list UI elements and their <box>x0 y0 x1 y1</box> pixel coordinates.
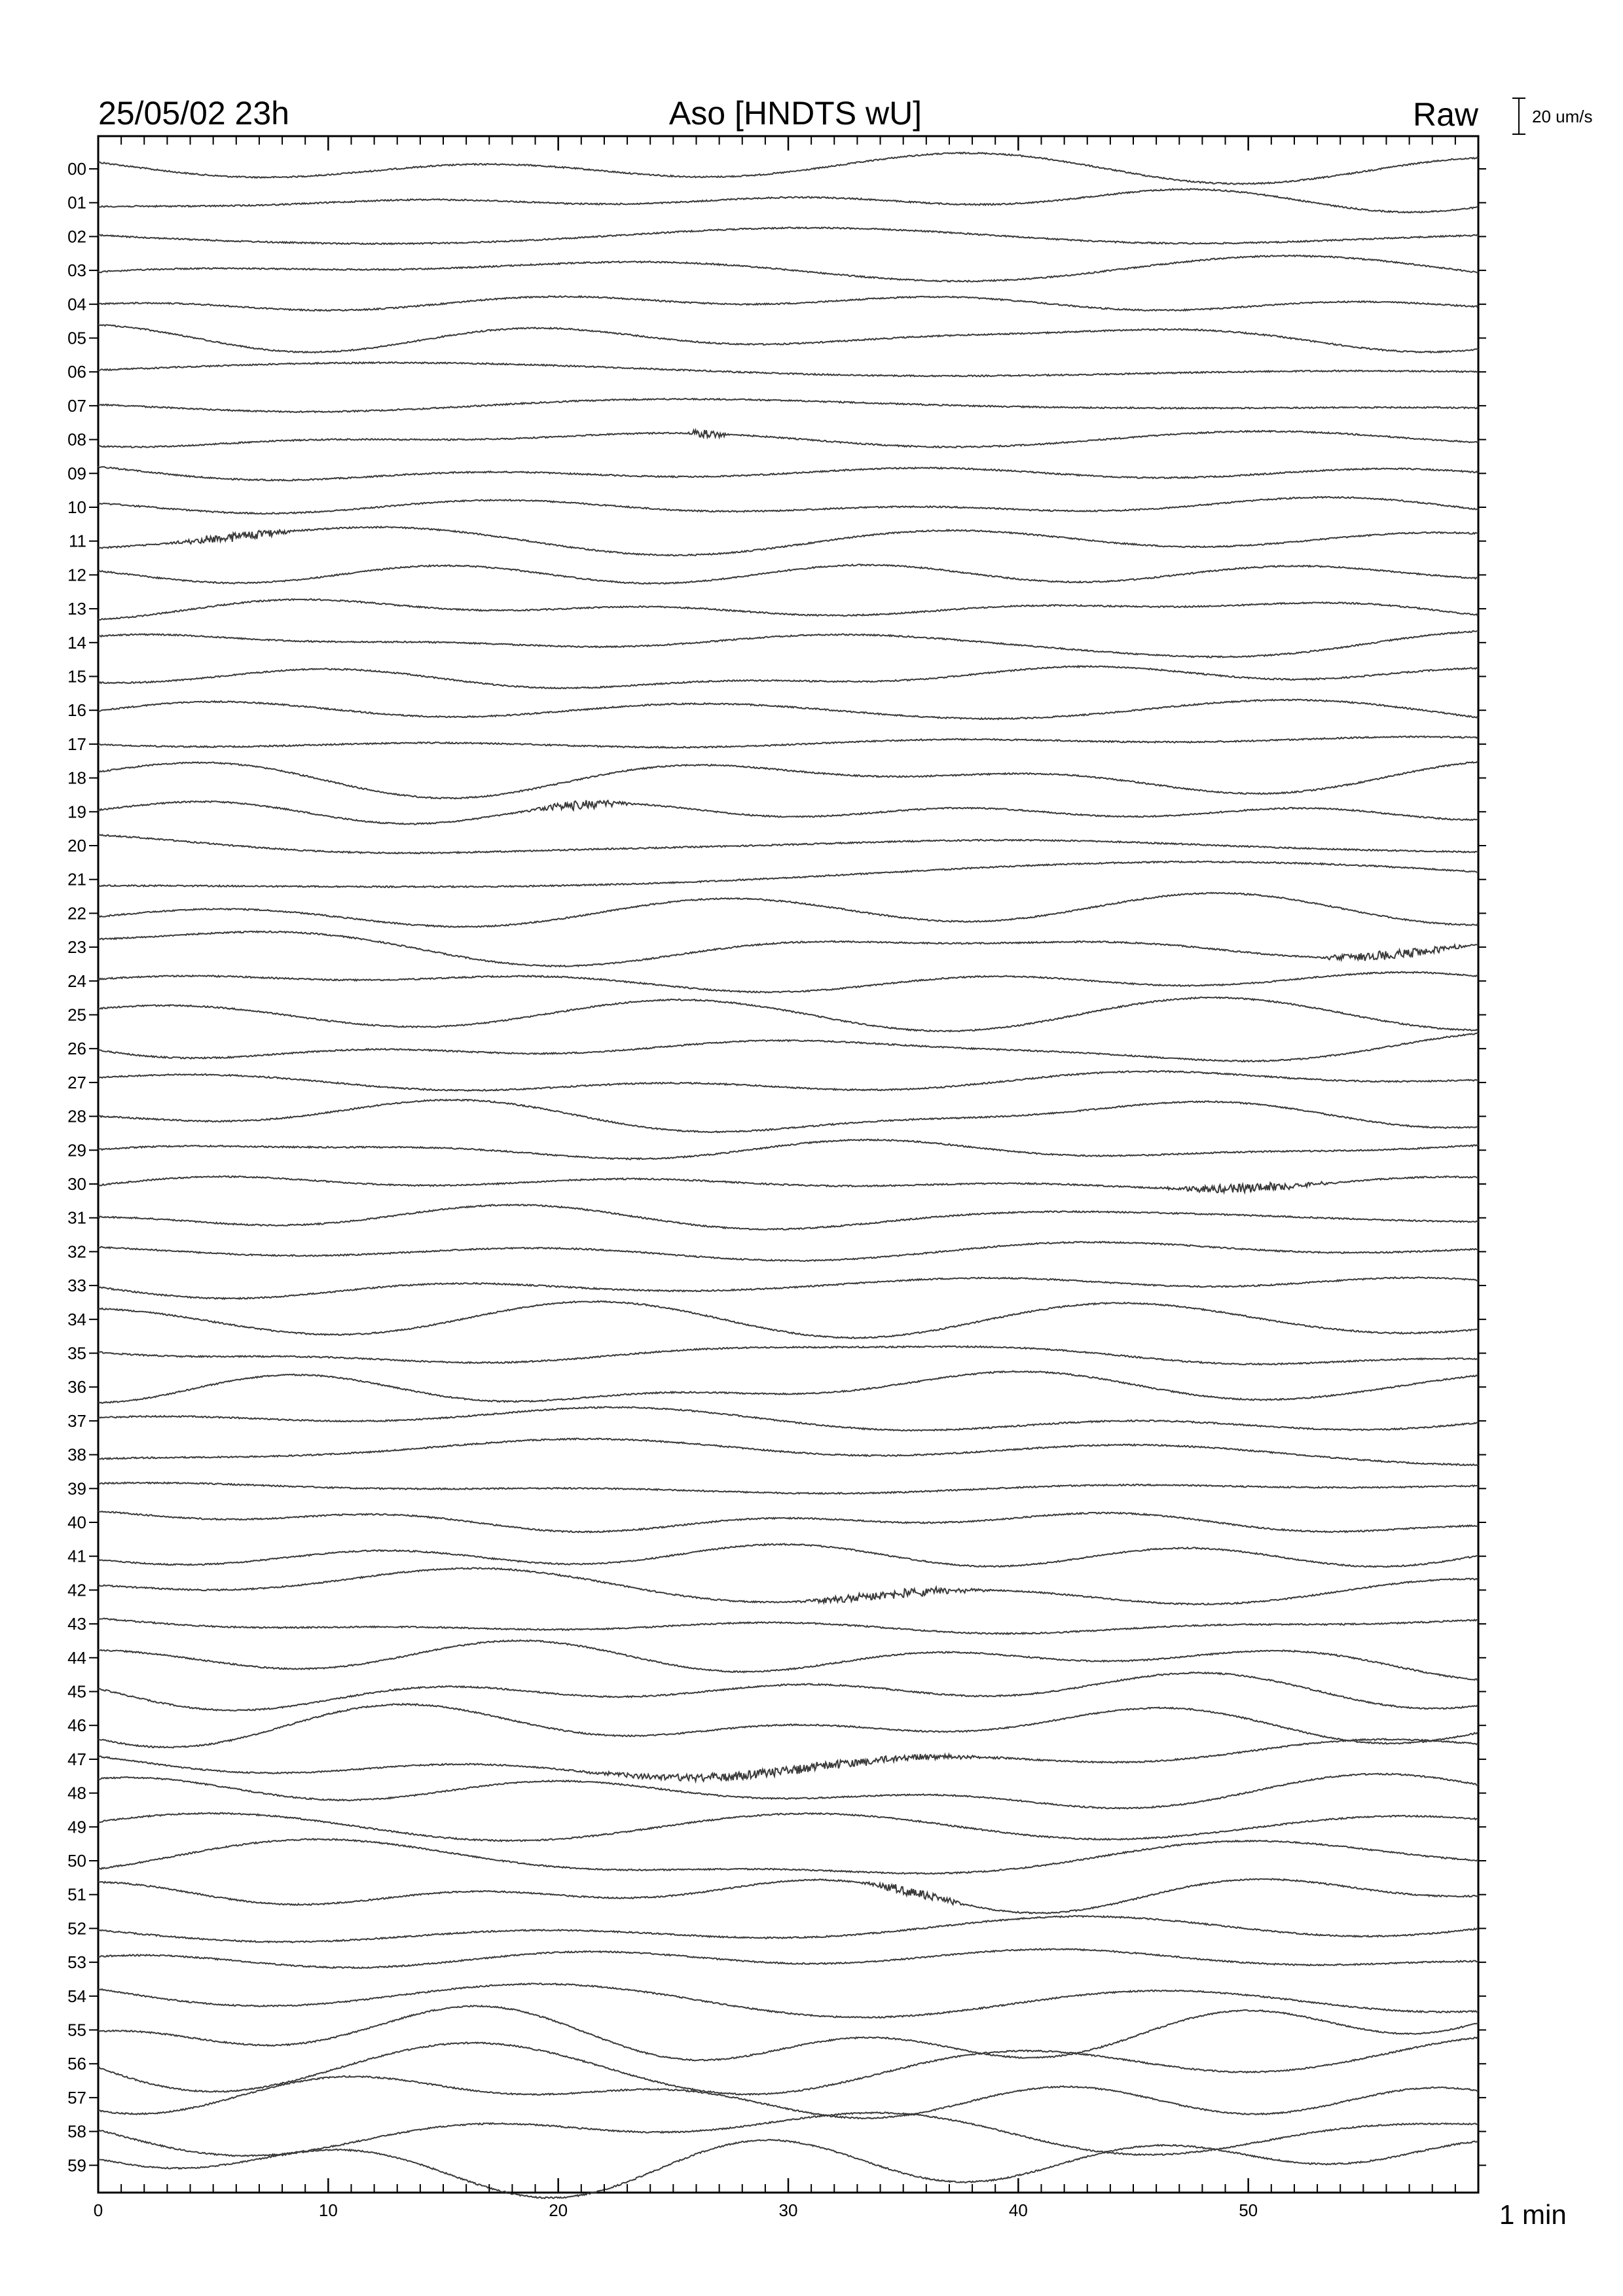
trace-26 <box>98 1033 1478 1062</box>
trace-35 <box>98 1346 1478 1365</box>
trace-03 <box>98 255 1478 282</box>
row-label-59: 59 <box>67 2155 86 2176</box>
row-label-14: 14 <box>67 632 86 653</box>
row-label-30: 30 <box>67 1174 86 1194</box>
tick-label-20: 20 <box>549 2200 568 2220</box>
row-label-49: 49 <box>67 1817 86 1837</box>
row-label-03: 03 <box>67 260 86 281</box>
trace-19 <box>98 800 1478 825</box>
row-label-15: 15 <box>67 666 86 687</box>
row-label-10: 10 <box>67 497 86 517</box>
row-label-56: 56 <box>67 2054 86 2074</box>
trace-23 <box>98 931 1478 967</box>
trace-04 <box>98 296 1478 311</box>
trace-10 <box>98 497 1478 514</box>
trace-12 <box>98 564 1478 584</box>
trace-28 <box>98 1100 1478 1133</box>
trace-47 <box>98 1739 1478 1782</box>
trace-06 <box>98 362 1478 376</box>
trace-46 <box>98 1704 1478 1748</box>
time-axis-ticks <box>89 136 1486 2193</box>
trace-09 <box>98 466 1478 480</box>
trace-18 <box>98 761 1478 798</box>
tick-label-10: 10 <box>318 2200 338 2220</box>
row-label-48: 48 <box>67 1783 86 1803</box>
trace-57 <box>98 2076 1478 2119</box>
row-label-39: 39 <box>67 1479 86 1499</box>
tick-label-0: 0 <box>93 2200 103 2220</box>
row-label-17: 17 <box>67 734 86 754</box>
row-label-05: 05 <box>67 328 86 348</box>
row-label-11: 11 <box>69 531 86 551</box>
row-label-00: 00 <box>67 159 86 179</box>
trace-02 <box>98 227 1478 244</box>
trace-52 <box>98 1916 1478 1943</box>
row-label-18: 18 <box>67 768 86 788</box>
trace-21 <box>98 861 1478 888</box>
trace-08 <box>98 430 1478 448</box>
row-label-09: 09 <box>67 463 86 484</box>
trace-58 <box>98 2112 1478 2156</box>
row-label-38: 38 <box>67 1444 86 1465</box>
trace-32 <box>98 1242 1478 1261</box>
trace-29 <box>98 1139 1478 1160</box>
row-label-54: 54 <box>67 1986 86 2006</box>
trace-group <box>98 152 1478 2198</box>
tick-label-30: 30 <box>778 2200 798 2220</box>
trace-36 <box>98 1371 1478 1403</box>
row-label-04: 04 <box>67 294 86 314</box>
row-label-36: 36 <box>67 1377 86 1397</box>
trace-48 <box>98 1774 1478 1809</box>
trace-15 <box>98 666 1478 689</box>
row-label-53: 53 <box>67 1952 86 1973</box>
row-label-02: 02 <box>67 226 86 247</box>
row-label-27: 27 <box>67 1072 86 1092</box>
plot-frame <box>98 136 1478 2193</box>
trace-51 <box>98 1878 1478 1913</box>
trace-31 <box>98 1204 1478 1230</box>
tick-label-40: 40 <box>1008 2200 1028 2220</box>
row-label-43: 43 <box>67 1614 86 1634</box>
row-label-23: 23 <box>67 937 86 958</box>
trace-50 <box>98 1839 1478 1874</box>
row-label-16: 16 <box>67 700 86 721</box>
row-label-40: 40 <box>67 1513 86 1532</box>
trace-27 <box>98 1071 1478 1091</box>
row-label-25: 25 <box>67 1005 86 1025</box>
row-label-21: 21 <box>67 869 86 889</box>
row-label-57: 57 <box>67 2087 86 2108</box>
row-label-33: 33 <box>67 1276 86 1296</box>
trace-34 <box>98 1301 1478 1338</box>
date-label: 25/05/02 23h <box>98 95 289 132</box>
row-label-37: 37 <box>67 1410 86 1431</box>
row-label-44: 44 <box>67 1647 86 1668</box>
trace-44 <box>98 1640 1478 1680</box>
row-label-01: 01 <box>67 192 86 213</box>
trace-42 <box>98 1568 1478 1604</box>
row-label-19: 19 <box>67 802 86 822</box>
row-label-26: 26 <box>67 1039 86 1059</box>
station-title: Aso [HNDTS wU] <box>668 95 922 132</box>
row-label-51: 51 <box>67 1884 86 1905</box>
trace-22 <box>98 893 1478 927</box>
row-label-52: 52 <box>67 1918 86 1939</box>
row-label-28: 28 <box>67 1106 86 1126</box>
row-label-45: 45 <box>67 1681 86 1702</box>
row-label-22: 22 <box>67 903 86 924</box>
trace-25 <box>98 997 1478 1032</box>
trace-24 <box>98 972 1478 993</box>
trace-39 <box>98 1482 1478 1494</box>
row-label-50: 50 <box>67 1851 86 1871</box>
row-label-06: 06 <box>67 362 86 382</box>
trace-45 <box>98 1672 1478 1711</box>
time-axis-unit: 1 min <box>1499 2199 1567 2230</box>
row-label-29: 29 <box>67 1140 86 1160</box>
trace-53 <box>98 1948 1478 1968</box>
amplitude-scale-bar <box>1512 98 1593 134</box>
row-label-31: 31 <box>67 1208 86 1228</box>
tick-label-50: 50 <box>1239 2200 1258 2220</box>
row-label-08: 08 <box>67 429 86 450</box>
row-label-20: 20 <box>67 836 86 855</box>
trace-38 <box>98 1439 1478 1466</box>
trace-56 <box>98 2037 1478 2095</box>
row-label-42: 42 <box>67 1580 86 1600</box>
trace-00 <box>98 152 1478 185</box>
trace-41 <box>98 1544 1478 1568</box>
trace-20 <box>98 834 1478 853</box>
mode-label: Raw <box>1412 96 1478 133</box>
trace-14 <box>98 631 1478 658</box>
row-label-41: 41 <box>67 1546 86 1566</box>
scale-label: 20 um/s <box>1532 107 1593 126</box>
trace-30 <box>98 1176 1478 1193</box>
row-label-07: 07 <box>67 395 86 416</box>
row-label-13: 13 <box>67 599 86 619</box>
time-axis-labels <box>94 2200 1258 2220</box>
row-label-12: 12 <box>67 565 86 585</box>
row-label-46: 46 <box>67 1715 86 1736</box>
trace-37 <box>98 1407 1478 1431</box>
trace-11 <box>98 527 1478 556</box>
trace-16 <box>98 700 1478 720</box>
row-label-35: 35 <box>67 1343 86 1363</box>
row-label-55: 55 <box>67 2020 86 2040</box>
trace-01 <box>98 188 1478 213</box>
trace-13 <box>98 599 1478 620</box>
trace-33 <box>98 1277 1478 1299</box>
trace-43 <box>98 1619 1478 1634</box>
trace-17 <box>98 736 1478 748</box>
row-label-32: 32 <box>67 1242 86 1262</box>
trace-07 <box>98 399 1478 412</box>
trace-40 <box>98 1511 1478 1532</box>
row-label-58: 58 <box>67 2121 86 2142</box>
row-label-34: 34 <box>67 1309 86 1329</box>
trace-49 <box>98 1813 1478 1842</box>
row-label-group <box>67 159 86 2175</box>
row-label-24: 24 <box>67 971 86 991</box>
row-label-47: 47 <box>67 1749 86 1769</box>
trace-05 <box>98 324 1478 353</box>
